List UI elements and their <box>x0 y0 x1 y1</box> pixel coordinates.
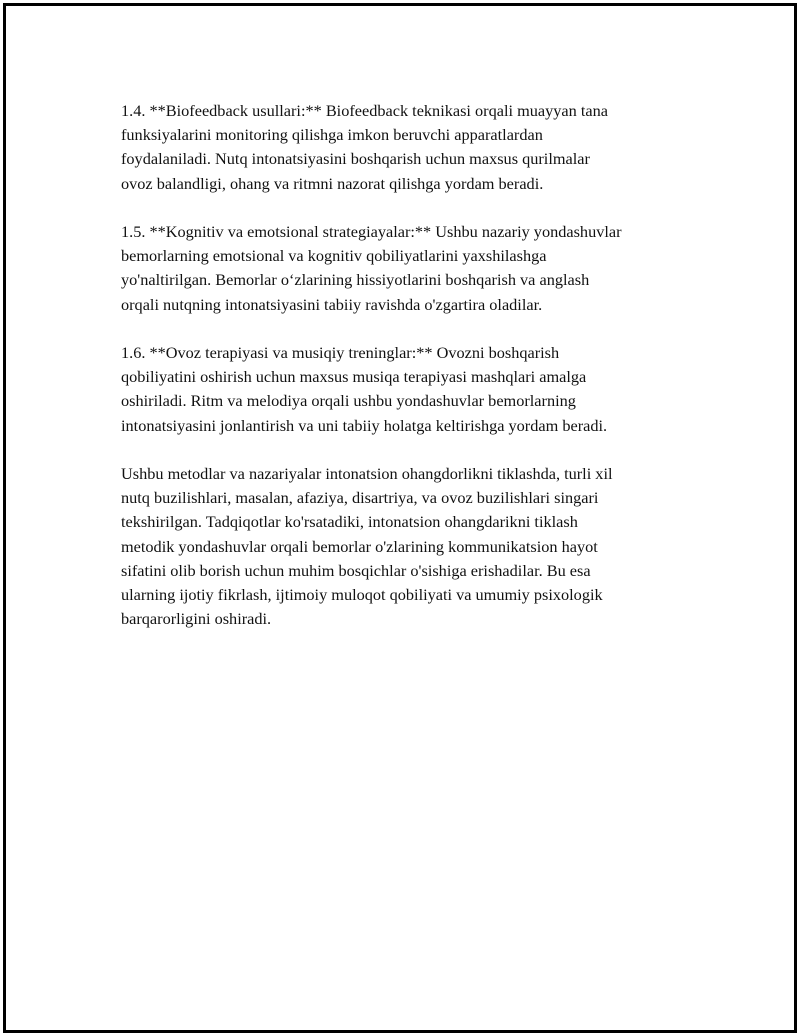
text-line: Ushbu metodlar va nazariyalar intonatsion ohangdorlikni tiklashda, turli xil <box>121 464 613 483</box>
text-line: tekshirilgan. Tadqiqotlar ko'rsatadiki, intonatsion ohangdarikni tiklash <box>121 512 578 532</box>
text-line: 1.6. **Ovoz terapiyasi va musiqiy treninglar:** Ovozni boshqarish <box>121 343 560 362</box>
paragraph-biofeedback <box>121 99 691 196</box>
text-line: ovoz balandligi, ohang va ritmni nazorat qilishga yordam beradi. <box>121 173 544 193</box>
text-line: barqarorligini oshiradi. <box>121 609 272 629</box>
text-line: foydalaniladi. Nutq intonatsiyasini boshqarish uchun maxsus qurilmalar <box>121 149 590 169</box>
text-line: metodik yondashuvlar orqali bemorlar o'zlarining kommunikatsion hayot <box>121 536 598 556</box>
text-line: bemorlarning emotsional va kognitiv qobiliyatlarini yaxshilashga <box>121 246 547 266</box>
paragraph-cognitive-strategies <box>121 220 691 317</box>
text-line: intonatsiyasini jonlantirish va uni tabiiy holatga keltirishga yordam beradi. <box>121 415 608 435</box>
text-line: sifatini olib borish uchun muhim bosqichlar o'sishiga erishadilar. Bu esa <box>121 560 591 580</box>
text-line: yo'naltirilgan. Bemorlar o‘zlarining hissiyotlarini boshqarish va anglash <box>121 270 590 290</box>
text-line: orqali nutqning intonatsiyasini tabiiy ravishda o'zgartira oladilar. <box>121 294 543 314</box>
text-line: ularning ijotiy fikrlash, ijtimoiy muloqot qobiliyati va umumiy psixologik <box>121 585 603 605</box>
text-line: funksiyalarini monitoring qilishga imkon beruvchi apparatlardan <box>121 125 543 145</box>
text-line: 1.4. **Biofeedback usullari:** Biofeedback teknikasi orqali muayyan tana <box>121 101 608 120</box>
page-frame <box>3 3 797 1033</box>
text-line: oshiriladi. Ritm va melodiya orqali ushbu yondashuvlar bemorlarning <box>121 391 576 411</box>
paragraph-conclusion <box>121 462 691 631</box>
paragraph-voice-therapy <box>121 341 691 438</box>
document-body <box>121 99 691 656</box>
text-line: 1.5. **Kognitiv va emotsional strategiayalar:** Ushbu nazariy yondashuvlar <box>121 222 622 241</box>
text-line: nutq buzilishlari, masalan, afaziya, disartriya, va ovoz buzilishlari singari <box>121 488 599 508</box>
text-line: qobiliyatini oshirish uchun maxsus musiqa terapiyasi mashqlari amalga <box>121 367 587 387</box>
